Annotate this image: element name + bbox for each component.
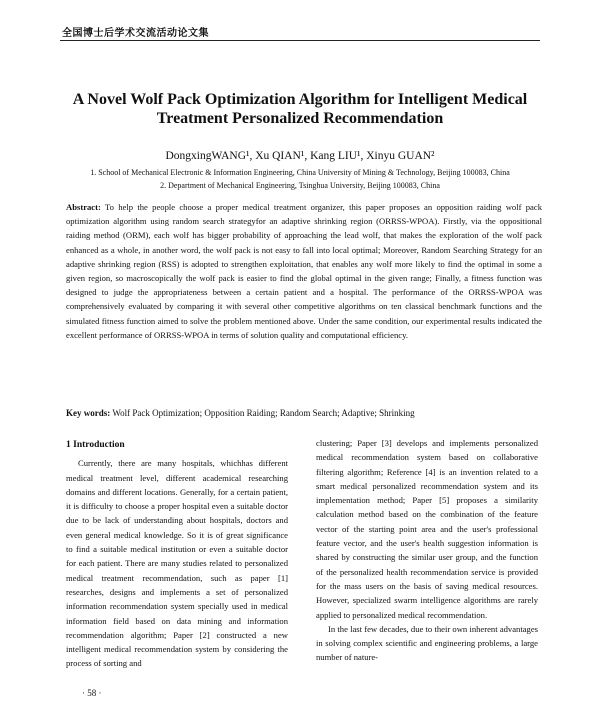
affiliation-2: 2. Department of Mechanical Engineering, Tsinghua University, Beijing 100083, China xyxy=(160,181,440,190)
title-line-2: Treatment Personalized Recommendation xyxy=(156,110,444,127)
affiliation-1: 1. School of Mechanical Electronic & Information Engineering, China University of Mining & Technology, Beijing 100083, China xyxy=(90,168,510,177)
paper-title xyxy=(40,90,560,128)
author-list: DongxingWANG¹, Xu QIAN¹, Kang LIU¹, Xinyu GUAN² xyxy=(165,150,435,162)
page-number: · 58 · xyxy=(82,688,102,698)
intro-paragraph-left: Currently, there are many hospitals, whichhas different medical treatment level, different academical researching domains and different locations. Generally, for a certain patient, it is difficulty to choose a proper hospital even a suitable doctor due to be lack of understanding about hospitals, doctors and even general medical knowledge. So it is of great significance to find a suitable medical institution or even a suitable doctor for each patient. There are many studies related to personalized medical treatment recommendation, such as paper [1] researches, designs and implements a set of personalized information recommendation system specially used in medical information field based on data mining and information recommendation algorithm; Paper [2] constructed a new intelligent medical recommendation system by considering the process of sorting and xyxy=(66,458,288,669)
keywords-text: Wolf Pack Optimization; Opposition Raiding; Random Search; Adaptive; Shrinking xyxy=(110,408,415,418)
proceedings-header: 全国博士后学术交流活动论文集 xyxy=(62,28,209,39)
title-line-1: A Novel Wolf Pack Optimization Algorithm for Intelligent Medical xyxy=(72,91,528,108)
keywords-label: Key words: xyxy=(66,408,111,418)
intro-paragraph-right-1: clustering; Paper [3] develops and implements personalized medical recommendation system based on collaborative filtering algorithm; Reference [4] is an invention related to a smart medical personalized recommendation system and its implementation method; Paper [5] proposes a similarity calculation method based on the combination of the feature vector of the starting point area and the user's professional feature vector, and the user's health suggestion information is shared by constructing the similar user group, and the function of the personalized health recommendation service is provided for the mass users on the basis of saving medical resources. However, specialized swarm intelligence algorithms are rarely applied to personalized medical recommendation. xyxy=(316,438,538,620)
right-column xyxy=(316,436,538,665)
header-rule xyxy=(60,40,540,41)
abstract-text: To help the people choose a proper medical treatment organizer, this paper proposes an opposition raiding wolf pack optimization algorithm using random search strategyfor an adaptive shrinking region (ORRSS-WPOA). Firstly, via the oppositional raiding method (ORM), each wolf has bigger probability of approaching the lead wolf, that makes the exploration of the wolf pack enhanced as a whole, in another word, the wolf pack is not easy to fall into local optimal; Moreover, Random Searching Strategy for an adaptive shrinking region (RSS) is adopted to strengthen exploitation, that enables any wolf more likely to find the optimal in some a given region, so macroscopically the wolf pack is easier to find the global optimal in the given range; Finally, a fitness function was designed to judge the appropriateness between a certain patient and a hospital. The performance of the ORRSS-WPOA was comprehensively evaluated by comparing it with several other competitive algorithms on ten classical benchmark functions and the simulated fitness function aimed to solve the problem mentioned above. Under the same condition, our experimental results indicated the excellent performance of ORRSS-WPOA in terms of solution quality and computational efficiency. xyxy=(66,202,542,340)
section-heading-introduction: 1 Introduction xyxy=(66,440,125,450)
keywords xyxy=(66,406,542,420)
abstract xyxy=(66,200,542,342)
intro-paragraph-right-2: In the last few decades, due to their own inherent advantages in solving complex scientific and engineering problems, a large number of nature- xyxy=(316,623,538,663)
abstract-label: Abstract: xyxy=(66,202,101,212)
left-column xyxy=(66,438,288,671)
